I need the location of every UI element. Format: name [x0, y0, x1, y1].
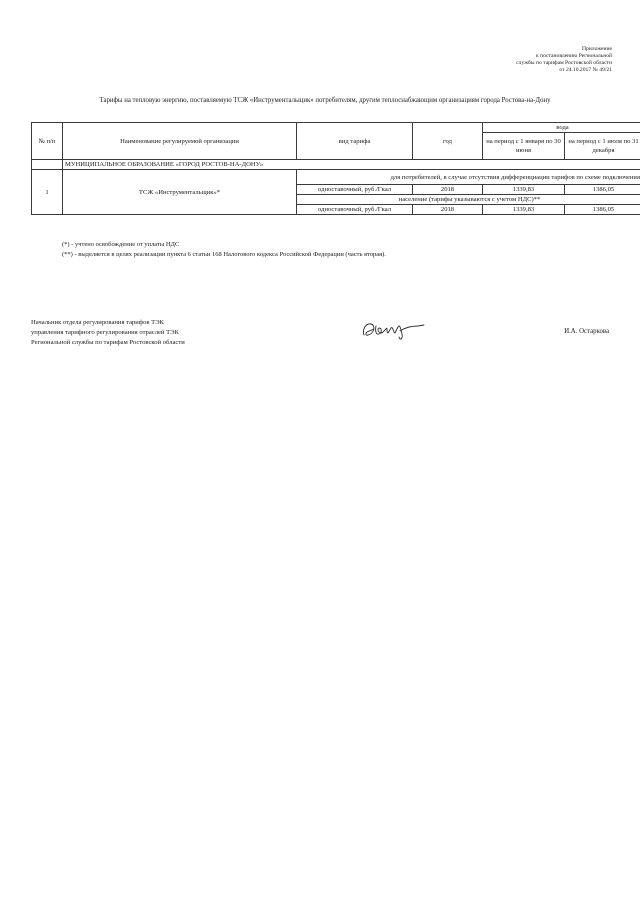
appendix-line: к постановлению Региональной	[536, 53, 612, 59]
header-water: вода	[483, 123, 640, 133]
tariff-type-cell: одноставочный, руб./Гкал	[297, 205, 413, 215]
header-organization: Наименование регулируемой организации	[63, 123, 297, 160]
header-tariff-type: вид тарифа	[297, 123, 413, 160]
document-title: Тарифы на тепловую энергию, поставляемую ТСЖ «Инструментальщик» потребителям, другим теплоснабжающим организациям города Ростова-на-Дону	[99, 97, 551, 104]
footnote: (**) - выделяется в целях реализации пункта 6 статьи 168 Налогового кодекса Российской Федерации (часть вторая).	[62, 251, 386, 258]
municipality-row: МУНИЦИПАЛЬНОЕ ОБРАЗОВАНИЕ «ГОРОД РОСТОВ-НА-ДОНУ»	[63, 160, 640, 170]
signer-position-line: Региональной службы по тарифам Ростовской области	[31, 339, 185, 346]
period2-value: 1386,05	[565, 185, 640, 195]
handwritten-signature	[360, 317, 428, 343]
footnote: (*) - учтено освобождение от уплаты НДС	[62, 241, 180, 248]
empty-cell	[32, 160, 63, 170]
header-year: год	[413, 123, 483, 160]
tariffs-table	[31, 122, 640, 215]
period2-value: 1386,05	[565, 205, 640, 215]
section-population: население (тарифы указываются с учетом НДС)**	[297, 195, 640, 205]
footnotes	[62, 240, 386, 260]
appendix-header	[412, 46, 612, 74]
period1-value: 1339,83	[483, 185, 565, 195]
year-cell: 2018	[413, 185, 483, 195]
section-consumers: для потребителей, в случае отсутствия дифференциации тарифов по схеме подключения	[297, 170, 640, 185]
signer-position	[31, 318, 185, 348]
appendix-line: от 24.10.2017 № 49/21	[559, 67, 612, 73]
header-num: № п/п	[32, 123, 63, 160]
signer-name: И.А. Остаркова	[564, 328, 609, 335]
header-period-1: на период с 1 января по 30 июня	[483, 133, 565, 160]
row-number: 1	[32, 170, 63, 215]
appendix-line: службы по тарифам Ростовской области	[516, 60, 612, 66]
year-cell: 2018	[413, 205, 483, 215]
header-period-2: на период с 1 июля по 31 декабря	[565, 133, 640, 160]
signer-position-line: Начальник отдела регулирования тарифов ТЭК	[31, 319, 164, 326]
appendix-line: Приложение	[581, 46, 612, 52]
signer-position-line: управления тарифного регулирования отраслей ТЭК	[31, 329, 179, 336]
period1-value: 1339,83	[483, 205, 565, 215]
tariff-type-cell: одноставочный, руб./Гкал	[297, 185, 413, 195]
organization-name: ТСЖ «Инструментальщик»*	[63, 170, 297, 215]
